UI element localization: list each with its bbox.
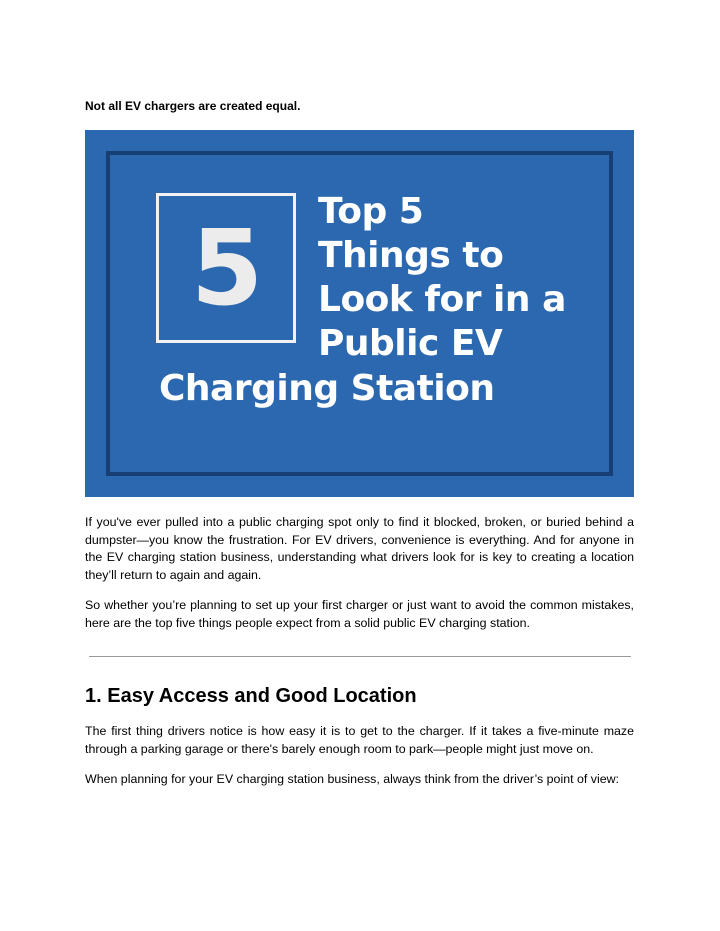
hero-title-line: Look for in a bbox=[318, 279, 566, 320]
body-paragraph: So whether you’re planning to set up your first charger or just want to avoid the common mistakes, here are the top five things people expect from a solid public EV charging station. bbox=[85, 598, 634, 630]
hero-banner-image bbox=[85, 130, 634, 497]
hero-number: 5 bbox=[190, 207, 262, 329]
hero-title-line: Top 5 bbox=[318, 191, 424, 232]
hero-title bbox=[318, 190, 608, 366]
horizontal-divider bbox=[89, 656, 631, 657]
hero-subtitle: Charging Station bbox=[159, 368, 495, 409]
body-paragraph: If you've ever pulled into a public charging spot only to find it blocked, broken, or buried behind a dumpster—you know the frustration. For EV drivers, convenience is everything. And for anyone in the EV charging station business, understanding what drivers look for is key to creating a location they’ll return to again and again. bbox=[85, 515, 634, 582]
hero-title-line: Public EV bbox=[318, 323, 503, 364]
section-paragraph: When planning for your EV charging station business, always think from the driver’s point of view: bbox=[85, 772, 619, 786]
hero-title-line: Things to bbox=[318, 235, 504, 276]
intro-text: Not all EV chargers are created equal. bbox=[85, 99, 301, 113]
section-paragraph: The first thing drivers notice is how easy it is to get to the charger. If it takes a five-minute maze through a parking garage or there's barely enough room to park—people might just move on. bbox=[85, 724, 634, 756]
hero-number-box bbox=[156, 193, 296, 343]
section-heading: 1. Easy Access and Good Location bbox=[85, 685, 417, 707]
